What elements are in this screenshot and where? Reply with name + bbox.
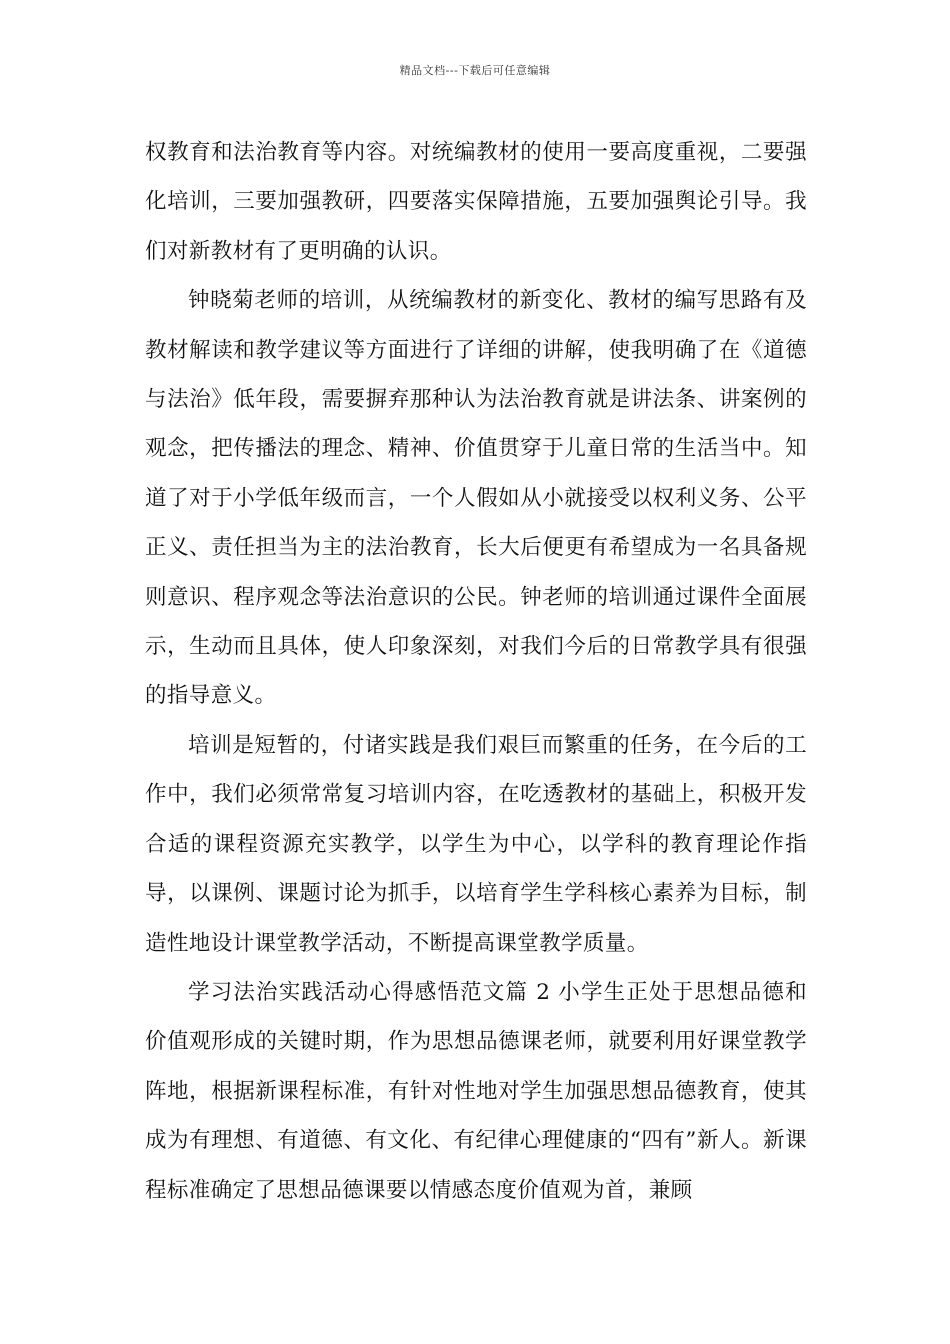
document-body — [145, 128, 807, 1215]
paragraph-1: 权教育和法治教育等内容。对统编教材的使用一要高度重视，二要强化培训，三要加强教研，四要落实保障措施，五要加强舆论引导。我们对新教材有了更明确的认识。 — [145, 140, 807, 264]
page-header: 精品文档---下载后可任意编辑 — [399, 64, 551, 77]
paragraph-4: 学习法治实践活动心得感悟范文篇 2 小学生正处于思想品德和价值观形成的关键时期，作为思想品德课老师，就要利用好课堂教学阵地，根据新课程标准，有针对性地对学生加强思想品德教育，使其成为有理想、有道德、有文化、有纪律心理健康的“四有”新人。新课程标准确定了思想品德课要以情感态度价值观为首，兼顾 — [145, 979, 807, 1203]
paragraph-2: 钟晓菊老师的培训，从统编教材的新变化、教材的编写思路有及教材解读和教学建议等方面进行了详细的讲解，使我明确了在《道德与法治》低年段，需要摒弃那种认为法治教育就是讲法条、讲案例的观念，把传播法的理念、精神、价值贯穿于儿童日常的生活当中。知道了对于小学低年级而言，一个人假如从小就接受以权利义务、公平正义、责任担当为主的法治教育，长大后便更有希望成为一名具备规则意识、程序观念等法治意识的公民。钟老师的培训通过课件全面展示，生动而且具体，使人印象深刻，对我们今后的日常教学具有很强的指导意义。 — [145, 288, 807, 709]
paragraph-3: 培训是短暂的，付诸实践是我们艰巨而繁重的任务，在今后的工作中，我们必须常常复习培训内容，在吃透教材的基础上，积极开发合适的课程资源充实教学，以学生为中心，以学科的教育理论作指导，以课例、课题讨论为抓手，以培育学生学科核心素养为目标，制造性地设计课堂教学活动，不断提高课堂教学质量。 — [145, 732, 807, 956]
